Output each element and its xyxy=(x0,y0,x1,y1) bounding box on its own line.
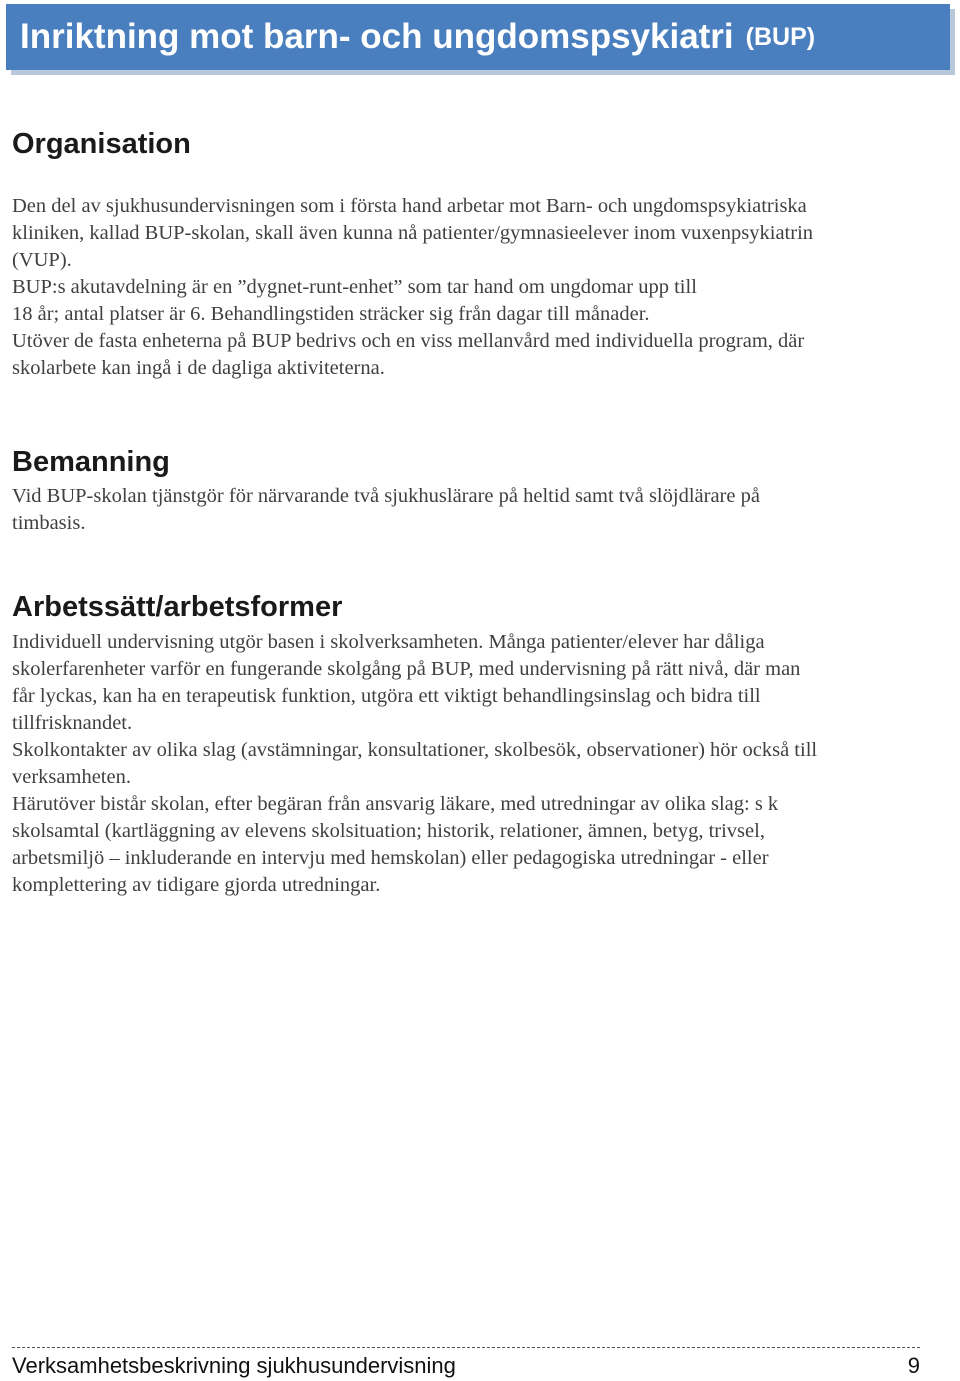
heading-organisation: Organisation xyxy=(12,128,191,160)
organisation-line: kliniken, kallad BUP-skolan, skall även kunna nå patienter/gymnasieelever inom vuxenpsykiatrin xyxy=(12,222,814,244)
arbetssatt-body xyxy=(12,629,932,899)
organisation-line: 18 år; antal platser är 6. Behandlingstiden sträcker sig från dagar till månader. xyxy=(12,303,650,325)
organisation-line: skolarbete kan ingå i de dagliga aktiviteterna. xyxy=(12,357,385,379)
organisation-line: Utöver de fasta enheterna på BUP bedrivs och en viss mellanvård med individuella program, där xyxy=(12,330,805,352)
organisation-line: BUP:s akutavdelning är en ”dygnet-runt-enhet” som tar hand om ungdomar upp till xyxy=(12,276,697,298)
organisation-line: Den del av sjukhusundervisningen som i första hand arbetar mot Barn- och ungdomspsykiatriska xyxy=(12,195,807,217)
organisation-body xyxy=(12,193,932,382)
arbetssatt-line: tillfrisknandet. xyxy=(12,712,133,734)
organisation-line: (VUP). xyxy=(12,249,72,271)
chapter-title: Inriktning mot barn- och ungdomspsykiatri xyxy=(20,17,734,56)
page-header-banner xyxy=(6,4,950,70)
arbetssatt-line: arbetsmiljö – inkluderande en intervju med hemskolan) eller pedagogiska utredningar - eller xyxy=(12,847,769,869)
arbetssatt-line: skolerfarenheter varför en fungerande skolgång på BUP, med undervisning på rätt nivå, där man xyxy=(12,658,801,680)
footer-page-number: 9 xyxy=(907,1353,920,1378)
arbetssatt-line: Individuell undervisning utgör basen i skolverksamheten. Många patienter/elever har dåliga xyxy=(12,631,765,653)
arbetssatt-line: Härutöver bistår skolan, efter begäran från ansvarig läkare, med utredningar av olika slag: s k xyxy=(12,793,779,815)
bemanning-line: timbasis. xyxy=(12,512,86,534)
arbetssatt-line: Skolkontakter av olika slag (avstämningar, konsultationer, skolbesök, observationer) hör också till xyxy=(12,739,818,761)
arbetssatt-line: skolsamtal (kartläggning av elevens skolsituation; historik, relationer, ämnen, betyg, trivsel, xyxy=(12,820,765,842)
chapter-title-abbreviation: (BUP) xyxy=(745,22,816,51)
heading-arbetssatt: Arbetssätt/arbetsformer xyxy=(12,591,343,623)
arbetssatt-line: verksamheten. xyxy=(12,766,131,788)
arbetssatt-line: får lyckas, kan ha en terapeutisk funktion, utgöra ett viktigt behandlingsinslag och bidra till xyxy=(12,685,761,707)
footer-document-title: Verksamhetsbeskrivning sjukhusundervisning xyxy=(12,1353,456,1378)
bemanning-body xyxy=(12,483,932,537)
footer-divider xyxy=(12,1347,920,1348)
arbetssatt-line: komplettering av tidigare gjorda utredningar. xyxy=(12,874,381,896)
bemanning-line: Vid BUP-skolan tjänstgör för närvarande två sjukhuslärare på heltid samt två slöjdlärare på xyxy=(12,485,760,507)
heading-bemanning: Bemanning xyxy=(12,446,170,478)
